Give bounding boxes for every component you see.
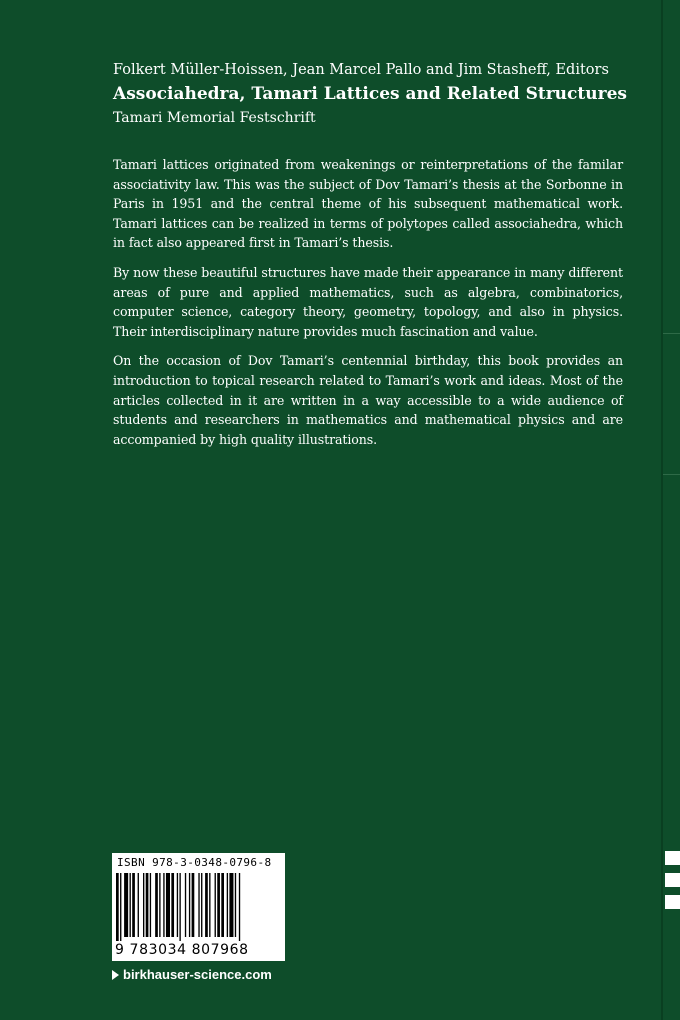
barcode-bar bbox=[201, 873, 202, 937]
barcode-bar bbox=[166, 873, 170, 937]
triangle-arrow-icon bbox=[112, 970, 119, 980]
barcode-icon bbox=[116, 873, 281, 941]
publisher-website-label: birkhauser-science.com bbox=[123, 967, 272, 982]
description bbox=[113, 155, 623, 459]
publisher-website[interactable] bbox=[112, 966, 272, 984]
barcode-bar bbox=[138, 873, 139, 937]
barcode-bar bbox=[120, 873, 121, 941]
description-paragraph: On the occasion of Dov Tamari’s centennial birthday, this book provides an introduction to topical research related to Tamari’s work and ideas. Most of the articles collected in it are written in a way accessible to a wide audience of students and researchers in mathematics and mathematical physics and are accompanied by high quality illustrations. bbox=[113, 353, 623, 447]
isbn-label: ISBN 978-3-0348-0796-8 bbox=[117, 856, 272, 869]
barcode-bar bbox=[132, 873, 135, 937]
header bbox=[113, 60, 627, 128]
barcode-bar bbox=[227, 873, 228, 937]
barcode-bar bbox=[192, 873, 195, 937]
description-paragraph: By now these beautiful structures have made their appearance in many different areas of pure and applied mathematics, such as algebra, combinatorics, computer science, category theory, geometry, topology, and also in physics. Their interdisciplinary nature provides much fascination and value. bbox=[113, 264, 623, 339]
barcode-bar bbox=[155, 873, 158, 937]
barcode-bar bbox=[239, 873, 240, 941]
barcode-bar bbox=[235, 873, 236, 937]
barcode-digits: 9 783034 807968 bbox=[115, 942, 249, 958]
barcode-bar bbox=[150, 873, 151, 937]
barcode-box bbox=[112, 853, 285, 961]
barcode-bar bbox=[205, 873, 208, 937]
description-paragraph: Tamari lattices originated from weakenings or reinterpretations of the familar associativity law. This was the subject of Dov Tamari’s thesis at the Sorbonne in Paris in 1951 and the central theme of his subsequent mathematical work. Tamari lattices can be realized in terms of polytopes called associahedra, which in fact also appeared first in Tamari’s thesis. bbox=[113, 157, 623, 251]
spine-marks bbox=[665, 851, 680, 917]
spine-edge bbox=[661, 0, 663, 1020]
barcode-bar bbox=[177, 873, 178, 937]
barcode-bar bbox=[130, 873, 131, 937]
barcode-bar bbox=[198, 873, 199, 937]
barcode-bar bbox=[124, 873, 128, 937]
barcode-bar bbox=[163, 873, 164, 937]
barcode-bar bbox=[221, 873, 224, 937]
barcode-bar bbox=[116, 873, 119, 941]
barcode-bar bbox=[179, 873, 180, 941]
book-title: Associahedra, Tamari Lattices and Related Structures bbox=[113, 84, 627, 104]
barcode-bar bbox=[146, 873, 149, 937]
spine-mark bbox=[665, 851, 680, 865]
barcode-bar bbox=[217, 873, 220, 937]
barcode-bar bbox=[185, 873, 186, 937]
barcode-bar bbox=[229, 873, 233, 937]
spine-tick bbox=[663, 474, 680, 475]
editors-line: Folkert Müller-Hoissen, Jean Marcel Pallo and Jim Stasheff, Editors bbox=[113, 62, 609, 78]
barcode-bar bbox=[143, 873, 144, 937]
barcode-bar bbox=[159, 873, 160, 937]
spine-mark bbox=[665, 895, 680, 909]
spine-tick bbox=[663, 333, 680, 334]
barcode-bar bbox=[209, 873, 210, 937]
barcode-bar bbox=[171, 873, 174, 937]
barcode-bar bbox=[215, 873, 216, 937]
spine-mark bbox=[665, 873, 680, 887]
barcode-bar bbox=[189, 873, 190, 937]
book-subtitle: Tamari Memorial Festschrift bbox=[113, 110, 316, 126]
